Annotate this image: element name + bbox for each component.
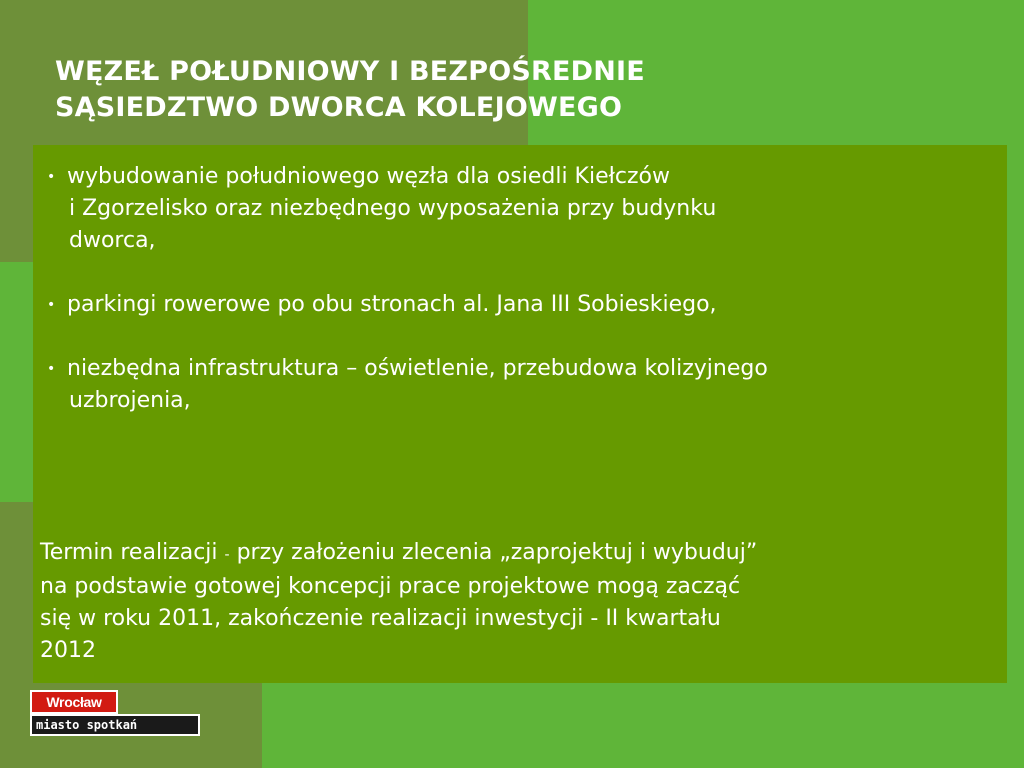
schedule-line-1	[40, 537, 1000, 571]
bullet-line: wybudowanie południowego węzła dla osiedli Kiełczów	[67, 164, 670, 189]
wroclaw-logo	[30, 690, 202, 740]
bullet-line: uzbrojenia,	[69, 388, 191, 413]
bullet-item-infrastructure	[41, 353, 1001, 417]
bullet-line: i Zgorzelisko oraz niezbędnego wyposażenia przy budynku	[69, 196, 717, 221]
bullet-line: parkingi rowerowe po obu stronach al. Jana III Sobieskiego,	[67, 292, 717, 317]
bullet-marker: •	[47, 297, 56, 313]
schedule-label: Termin realizacji	[40, 540, 218, 565]
schedule-line-1-rest: przy założeniu zlecenia „zaprojektuj i wybuduj”	[236, 540, 758, 565]
bullet-line: dworca,	[69, 228, 156, 253]
schedule-line-4: 2012	[40, 638, 96, 663]
content-box	[33, 145, 1007, 683]
bullet-marker: •	[47, 361, 56, 377]
bullet-item-southern-node	[41, 161, 1001, 257]
schedule-dash: -	[224, 547, 230, 563]
schedule-paragraph	[40, 537, 1000, 667]
bullet-list	[41, 161, 1001, 449]
schedule-line-3: się w roku 2011, zakończenie realizacji inwestycji - II kwartału	[40, 606, 721, 631]
schedule-line-2: na podstawie gotowej koncepcji prace projektowe mogą zacząć	[40, 574, 741, 599]
bullet-marker: •	[47, 169, 56, 185]
bullet-item-bike-parking	[41, 289, 1001, 321]
slide-title-line-1: WĘZEŁ POŁUDNIOWY I BEZPOŚREDNIE	[55, 56, 645, 87]
logo-brand: Wrocław	[30, 690, 118, 714]
bullet-line: niezbędna infrastruktura – oświetlenie, przebudowa kolizyjnego	[67, 356, 768, 381]
background-block-green-left	[0, 262, 34, 502]
logo-tagline: miasto spotkań	[30, 714, 200, 736]
slide-title-line-2: SĄSIEDZTWO DWORCA KOLEJOWEGO	[55, 92, 623, 123]
slide-title	[55, 54, 955, 126]
